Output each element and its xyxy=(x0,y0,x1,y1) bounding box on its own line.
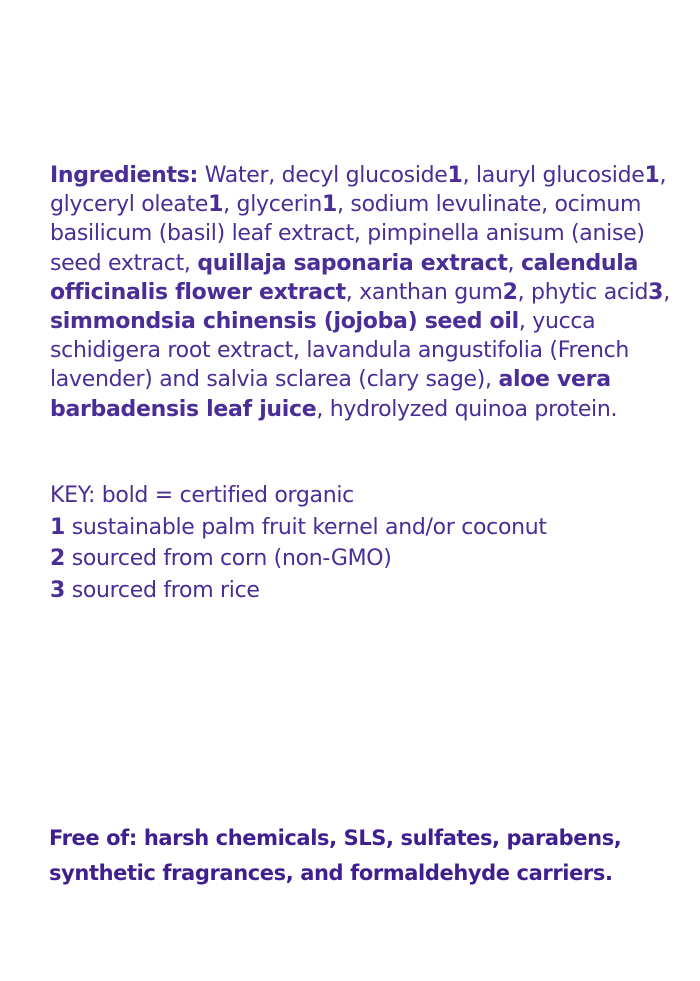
key-note xyxy=(50,575,670,607)
ingredient-text: , glycerin xyxy=(223,192,322,218)
free-of-statement xyxy=(49,821,689,891)
organic-ingredient: simmondsia chinensis (jojoba) seed oil xyxy=(50,309,519,335)
footnote-marker: 3 xyxy=(648,279,664,305)
key-note-number: 2 xyxy=(50,546,66,571)
ingredients-heading: Ingredients: xyxy=(50,163,199,188)
ingredient-text: , xyxy=(507,250,521,276)
footnote-marker: 1 xyxy=(644,163,660,188)
footnote-marker: 2 xyxy=(502,279,518,305)
key-title: KEY: bold = certified organic xyxy=(50,483,354,508)
organic-ingredient: quillaja saponaria extract xyxy=(197,250,508,276)
footnote-marker: 1 xyxy=(447,163,463,188)
ingredient-text: , glyceryl oleate xyxy=(50,163,667,218)
ingredient-text: , xanthan gum xyxy=(345,279,503,305)
key-note-text: sustainable palm fruit kernel and/or coconut xyxy=(65,514,547,540)
ingredient-text: , hydrolyzed quinoa protein. xyxy=(316,396,618,422)
ingredient-text: Water, decyl glucoside xyxy=(198,163,448,188)
key-note xyxy=(50,543,670,575)
ingredient-text: , lauryl glucoside xyxy=(462,163,645,188)
free-of-line-1: Free of: harsh chemicals, SLS, sulfates, parabens, xyxy=(49,826,622,850)
key-note-text: sourced from rice xyxy=(65,577,260,603)
footnote-marker: 1 xyxy=(322,192,338,218)
key-note-number: 3 xyxy=(50,577,66,603)
organic-ingredient: aloe vera barbadensis leaf juice xyxy=(50,367,611,422)
organic-ingredient: calendula officinalis flower extract xyxy=(50,250,639,305)
ingredient-text: , sodium levulinate, ocimum basilicum (basil) leaf extract, pimpinella anisum (anise) seed extract, xyxy=(50,192,645,276)
footnote-marker: 1 xyxy=(208,192,224,218)
key-note-text: sourced from corn (non-GMO) xyxy=(65,546,392,571)
ingredient-text: , yucca schidigera root extract, lavandula angustifolia (French lavender) and salvia sclarea (clary sage), xyxy=(50,309,630,393)
key-note-number: 1 xyxy=(50,514,66,540)
key-note xyxy=(50,512,670,544)
ingredient-text: , xyxy=(663,279,670,305)
ingredient-text: , phytic acid xyxy=(517,279,649,305)
key-legend xyxy=(50,480,670,606)
free-of-line-2: synthetic fragrances, and formaldehyde carriers. xyxy=(49,861,613,885)
ingredients-paragraph xyxy=(50,161,670,424)
